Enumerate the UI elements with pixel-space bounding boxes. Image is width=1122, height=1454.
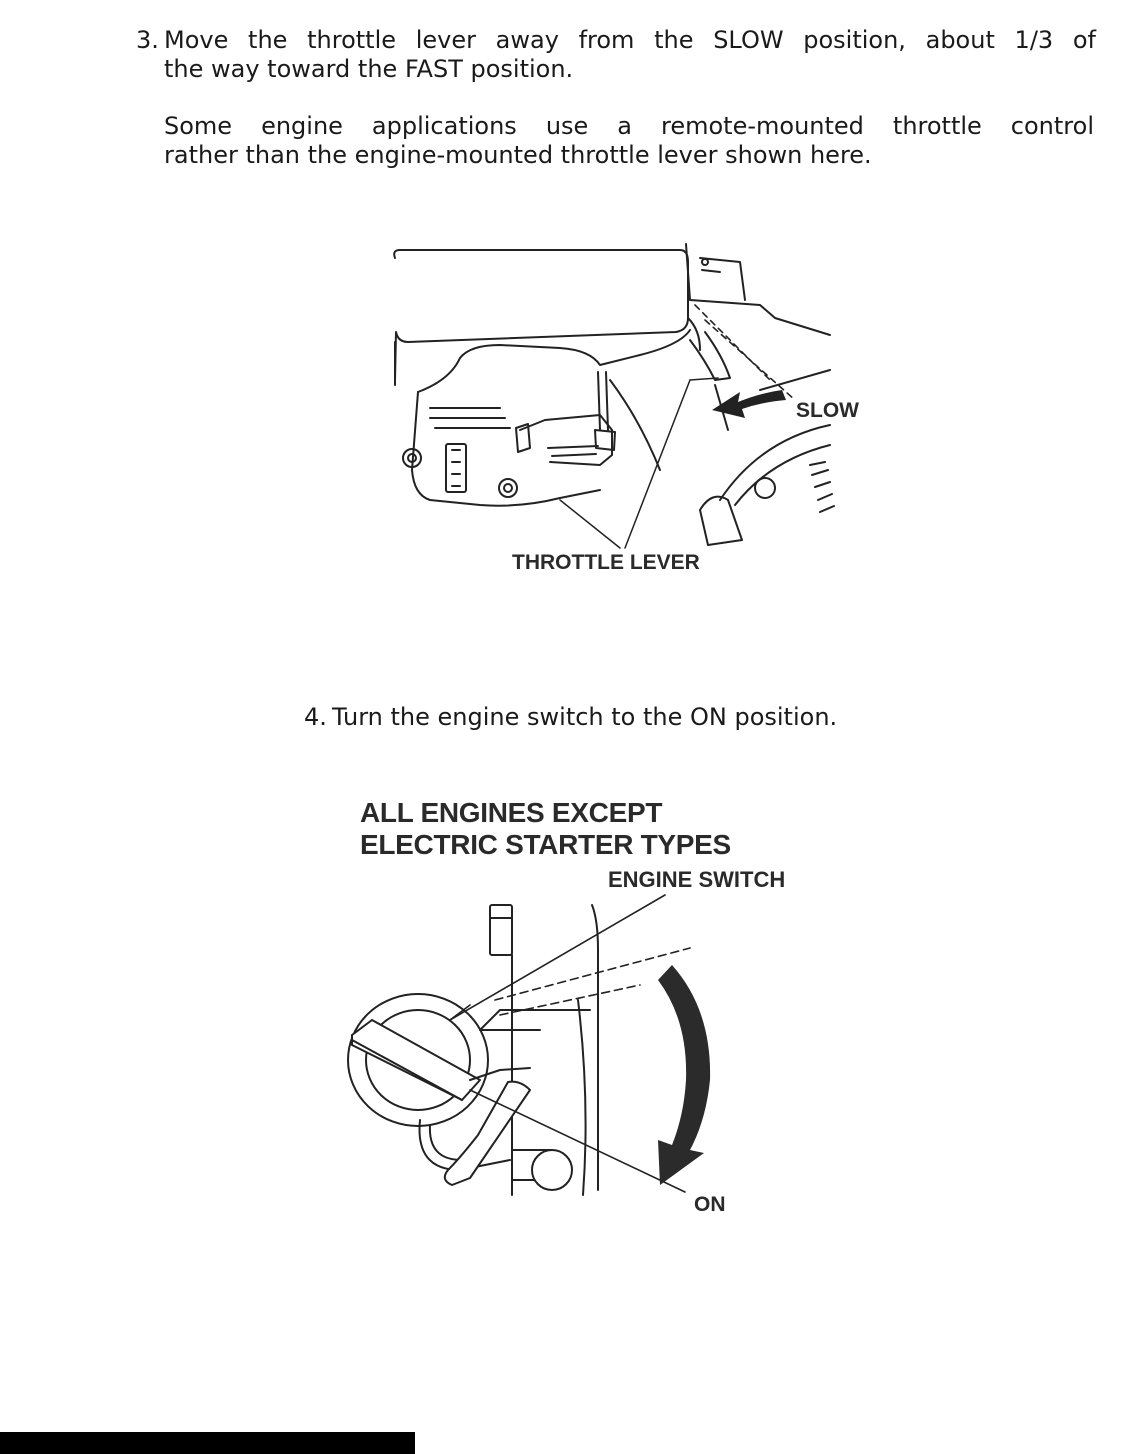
heading-line-1: ALL ENGINES EXCEPT	[360, 797, 663, 828]
page-footer-bar	[0, 1432, 415, 1454]
step-number: 4.	[304, 703, 327, 731]
step-3-line-2: the way toward the FAST position.	[164, 55, 574, 83]
step-number: 3.	[136, 26, 159, 54]
step-4-text: Turn the engine switch to the ON position.	[332, 703, 838, 731]
on-label: ON	[694, 1193, 726, 1216]
note-line-1: Some engine applications use a remote-mounted throttle control	[164, 112, 1094, 140]
heading-line-2: ELECTRIC STARTER TYPES	[360, 829, 731, 860]
slow-label: SLOW	[796, 399, 859, 422]
engine-switch-label: ENGINE SWITCH	[608, 867, 786, 892]
throttle-lever-label: THROTTLE LEVER	[512, 551, 700, 574]
step-3-line-1: Move the throttle lever away from the SLOW position, about 1/3 of	[164, 26, 1096, 54]
note-line-2: rather than the engine-mounted throttle lever shown here.	[164, 141, 872, 169]
